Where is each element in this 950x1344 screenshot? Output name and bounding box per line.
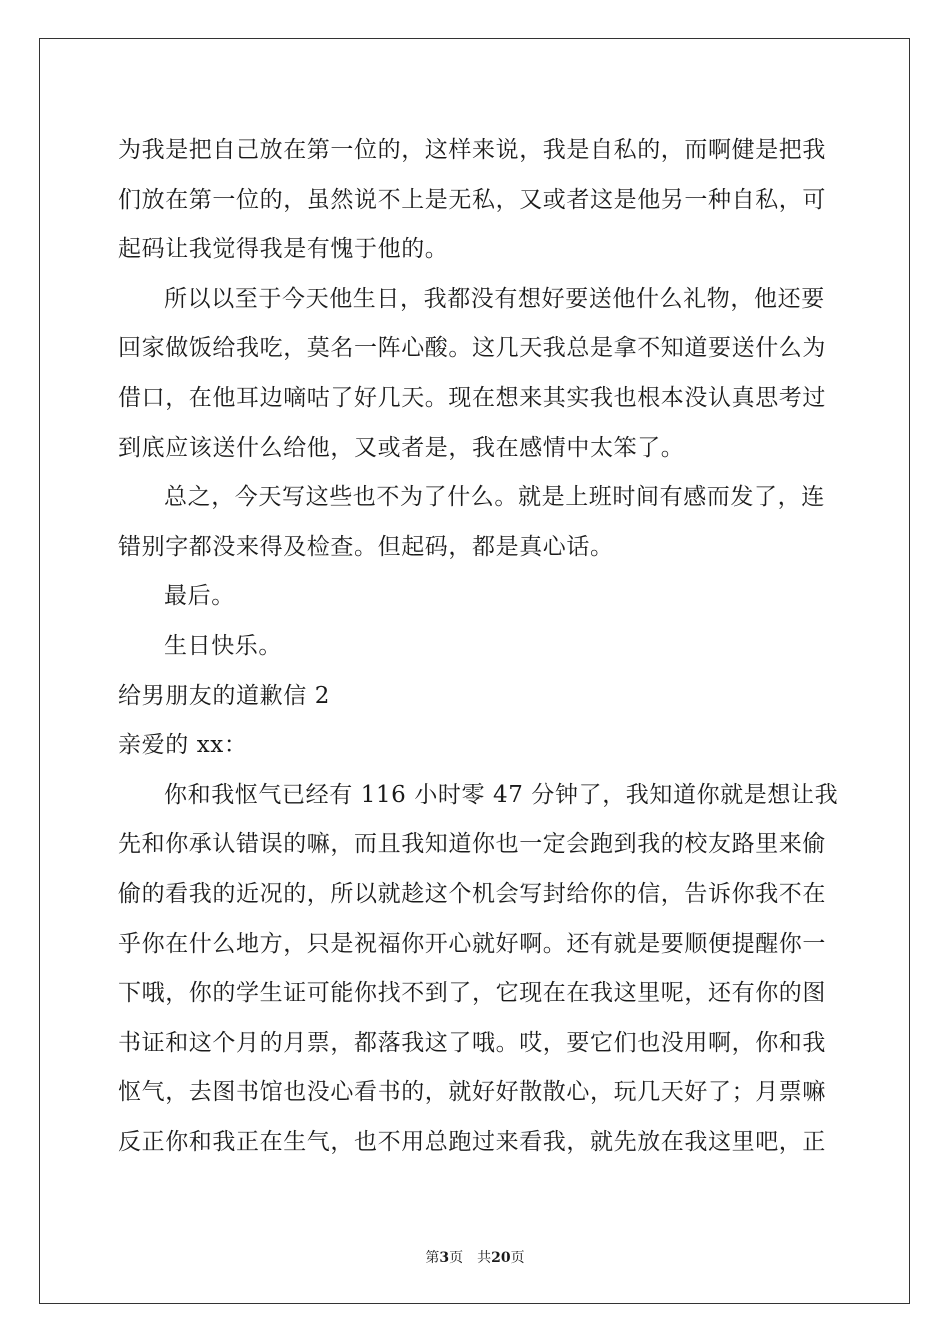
body-line-7: 到底应该送什么给他，又或者是，我在感情中太笨了。	[118, 434, 685, 461]
page-prefix: 第	[425, 1250, 440, 1266]
document-body	[118, 126, 838, 1167]
body-line-15: 先和你承认错误的嘛，而且我知道你也一定会跑到我的校友路里来偷	[118, 831, 826, 858]
body-line-21: 反正你和我正在生气，也不用总跑过来看我，就先放在我这里吧，正	[118, 1128, 826, 1155]
body-line-16: 偷的看我的近况的，所以就趁这个机会写封给你的信，告诉你我不在	[118, 880, 826, 907]
body-line-18: 下哦，你的学生证可能你找不到了，它现在在我这里呢，还有你的图	[118, 980, 826, 1007]
current-page-number: 3	[439, 1250, 450, 1266]
body-line-3: 起码让我觉得我是有愧于他的。	[118, 236, 449, 263]
page-footer	[0, 1247, 950, 1267]
total-suffix: 页	[510, 1250, 525, 1266]
total-page-count: 20	[491, 1250, 511, 1266]
body-line-1: 为我是把自己放在第一位的，这样来说，我是自私的，而啊健是把我	[118, 137, 826, 163]
salutation: 亲爱的 xx：	[118, 732, 248, 759]
body-line-8: 总之，今天写这些也不为了什么。就是上班时间有感而发了，连	[164, 484, 825, 511]
body-line-9: 错别字都没来得及检查。但起码，都是真心话。	[118, 533, 614, 560]
body-line-10: 最后。	[164, 583, 235, 610]
body-line-19: 书证和这个月的月票，都落我这了哦。哎，要它们也没用啊，你和我	[118, 1029, 826, 1056]
section-heading: 给男朋友的道歉信 2	[118, 682, 330, 709]
total-prefix: 共	[477, 1250, 492, 1266]
body-line-4: 所以以至于今天他生日，我都没有想好要送他什么礼物，他还要	[164, 285, 825, 312]
body-line-5: 回家做饭给我吃，莫名一阵心酸。这几天我总是拿不知道要送什么为	[118, 335, 826, 362]
body-line-2: 们放在第一位的，虽然说不上是无私，又或者这是他另一种自私，可	[118, 186, 826, 213]
body-line-20: 怄气，去图书馆也没心看书的，就好好散散心，玩几天好了；月票嘛	[118, 1079, 826, 1106]
body-line-17: 乎你在什么地方，只是祝福你开心就好啊。还有就是要顺便提醒你一	[118, 930, 826, 957]
body-line-11: 生日快乐。	[164, 632, 282, 659]
page-suffix: 页	[449, 1250, 464, 1266]
body-line-6: 借口，在他耳边嘀咕了好几天。现在想来其实我也根本没认真思考过	[118, 384, 826, 411]
body-line-14: 你和我怄气已经有 116 小时零 47 分钟了，我知道你就是想让我	[164, 781, 839, 808]
